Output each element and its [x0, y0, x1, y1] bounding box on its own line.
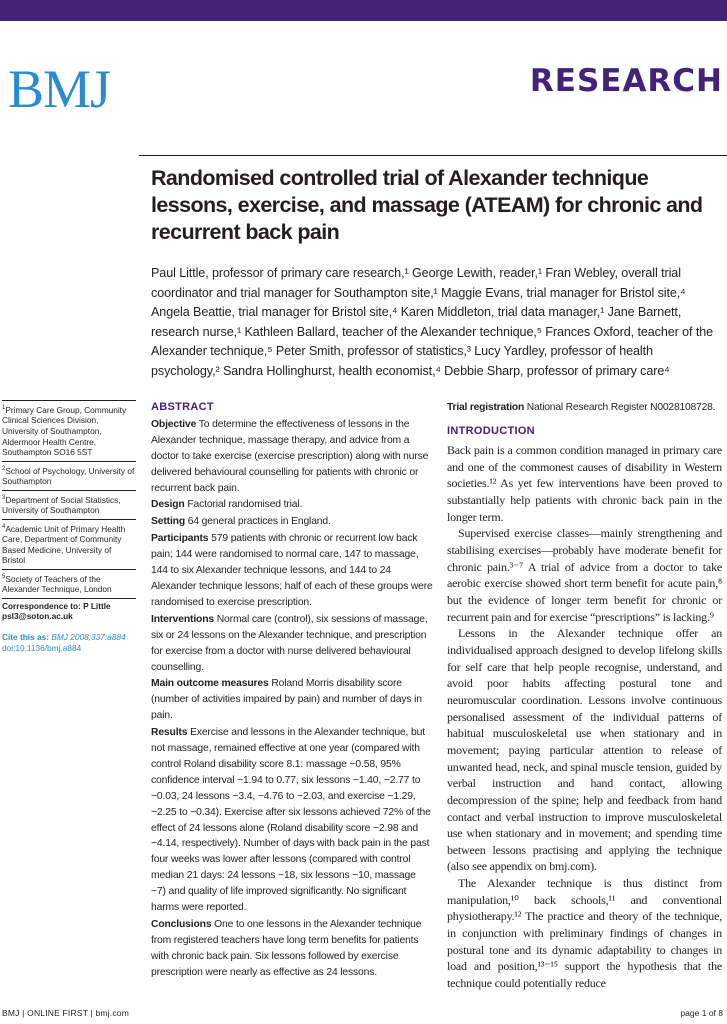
footer-page-number: page 1 of 8 — [680, 1008, 723, 1018]
citation — [2, 632, 136, 653]
abstract-design: Design Factorial randomised trial. — [151, 499, 303, 511]
abstract-conclusions: Conclusions One to one lessons in the Alexander technique from registered teachers have long term benefits for patients with chronic back pain. Six lessons followed by exercise prescription were nearly as effective as 24 lessons. — [151, 919, 422, 978]
cite-doi[interactable]: doi:10.1136/bmj.a884 — [2, 642, 82, 653]
abstract — [151, 400, 433, 982]
footer-journal: BMJ | ONLINE FIRST | bmj.com — [2, 1008, 129, 1018]
abstract-participants: Participants 579 patients with chronic or recurrent low back pain; 144 were randomised to normal care, 147 to massage, 144 to six Alexander technique lessons, and 144 to 24 Alexander technique lessons; half of each of these groups were randomised to exercise prescription. — [151, 533, 433, 608]
body-paragraph: The Alexander technique is thus distinct from manipulation,¹⁰ back schools,¹¹ and conventional physiotherapy.¹² The practice and theory of the technique, in conjunction with preliminary findings of changes in postural tone and its dynamic adaptability to changes in load and position,¹³⁻¹⁵ support the hypothesis that the technique could potentially reduce — [447, 876, 722, 991]
trial-registration: Trial registration National Research Register N0028108728. — [447, 402, 716, 413]
affiliations-column — [2, 400, 136, 653]
cite-ref: BMJ 2008;337:a884 — [51, 631, 126, 642]
abstract-results: Results Exercise and lessons in the Alexander technique, but not massage, remained effective at one year (compared with control Roland disability score 8.1: massage −0.58, 95% confidence interval −1.94 to 0.77, six lessons −1.40, −2.77 to −0.03, 24 lessons −3.4, −4.76 to −2.03, and exercise −1.29, −2.25 to −0.34). Exercise after six lessons achieved 72% of the effect of 24 lessons alone (Roland disability score −2.98 and −4.14, respectively). Number of days with back pain in the past four weeks was lower after lessons (compared with control median 21 days: 24 lessons −18, six lessons −10, massage −7) and quality of life improved significantly. No significant harms were reported. — [151, 727, 431, 914]
top-color-bar — [0, 0, 727, 21]
cite-label: Cite this as: — [2, 631, 50, 642]
body-paragraph: Back pain is a common condition managed in primary care and one of the commonest causes of disability in Western societies.¹² As yet few interventions have been proved to substantially help patients with chronic back pain in the longer term. — [447, 443, 722, 524]
affiliation: $^1$Primary Care Group, Community Clinical Sciences Division, University of Southampton, Aldermoor Health Centre, Southampton SO16 5ST — [2, 400, 136, 461]
abstract-setting: Setting 64 general practices in England. — [151, 516, 331, 528]
correspondence-label: Correspondence to: P Little — [2, 600, 111, 611]
abstract-heading: ABSTRACT — [151, 401, 214, 413]
correspondence-email[interactable]: psl3@soton.ac.uk — [2, 611, 73, 622]
abstract-outcomes: Main outcome measures Roland Morris disability score (number of activities impaired by pain) and number of days in pain. — [151, 678, 422, 722]
body-column — [447, 400, 722, 992]
title-rule — [139, 155, 727, 156]
abstract-objective: Objective To determine the effectiveness of lessons in the Alexander technique, massage therapy, and advice from a doctor to take exercise (exercise prescription) along with nurse delivered behavioural counselling for patients with chronic or recurrent back pain. — [151, 418, 429, 494]
correspondence — [2, 598, 136, 622]
abstract-interventions: Interventions Normal care (control), six sessions of massage, six or 24 lessons on the Alexander technique, and prescription for exercise from a doctor with nurse delivered behavioural counselling. — [151, 613, 428, 673]
affiliation: $^2$School of Psychology, University of Southampton — [2, 461, 136, 490]
article-title: Randomised controlled trial of Alexander technique lessons, exercise, and massage (ATEAM) for chronic and recurrent back pain — [151, 166, 703, 244]
affiliation: $^4$Academic Unit of Primary Health Care, Department of Community Based Medicine, University of Bristol — [2, 519, 136, 569]
affiliation: $^3$Department of Social Statistics, University of Southampton — [2, 490, 136, 519]
section-label: RESEARCH — [529, 63, 723, 99]
author-list: Paul Little, professor of primary care research,¹ George Lewith, reader,¹ Fran Webley, overall trial coordinator and trial manager for Southampton site,¹ Maggie Evans, trial manager for Bristol site,⁴ Angela Beattie, trial manager for Bristol site,⁴ Karen Middleton, trial data manager,¹ Jane Barnett, research nurse,¹ Kathleen Ballard, teacher of the Alexander technique,⁵ Frances Oxford, teacher of the Alexander technique,⁵ Peter Smith, professor of statistics,³ Lucy Yardley, professor of health psychology,² Sandra Hollinghurst, health economist,⁴ Debbie Sharp, professor of primary care⁴ — [151, 266, 714, 378]
body-paragraph: Lessons in the Alexander technique offer an individualised approach designed to develop lifelong skills for self care that help people recognise, understand, and avoid poor habits affecting postural tone and neuromuscular coordination. Lessons involve continuous personalised assessment of the individual patterns of habitual musculoskeletal use when stationary and in movement; paying particular attention to release of unwanted head, neck, and spinal muscle tension, guided by verbal instruction and hand contact, allowing decompression of the spine; help and feedback from hand contact and verbal instruction to improve musculoskeletal use when stationary and in movement; and spending time between lessons practising and applying the technique (also see appendix on bmj.com). — [447, 626, 722, 874]
journal-logo[interactable]: BMJ — [8, 59, 111, 119]
body-paragraph: Supervised exercise classes—mainly strengthening and stabilising exercises—probably have moderate benefit for chronic pain.³⁻⁷ A trial of advice from a doctor to take aerobic exercise showed short term benefit for acute pain,⁸ but the evidence of longer term benefit for chronic or recurrent pain and for exercise “prescriptions” is lacking.⁹ — [447, 526, 722, 624]
introduction-heading: INTRODUCTION — [447, 425, 535, 438]
affiliation: $^5$Society of Teachers of the Alexander Technique, London — [2, 569, 136, 598]
